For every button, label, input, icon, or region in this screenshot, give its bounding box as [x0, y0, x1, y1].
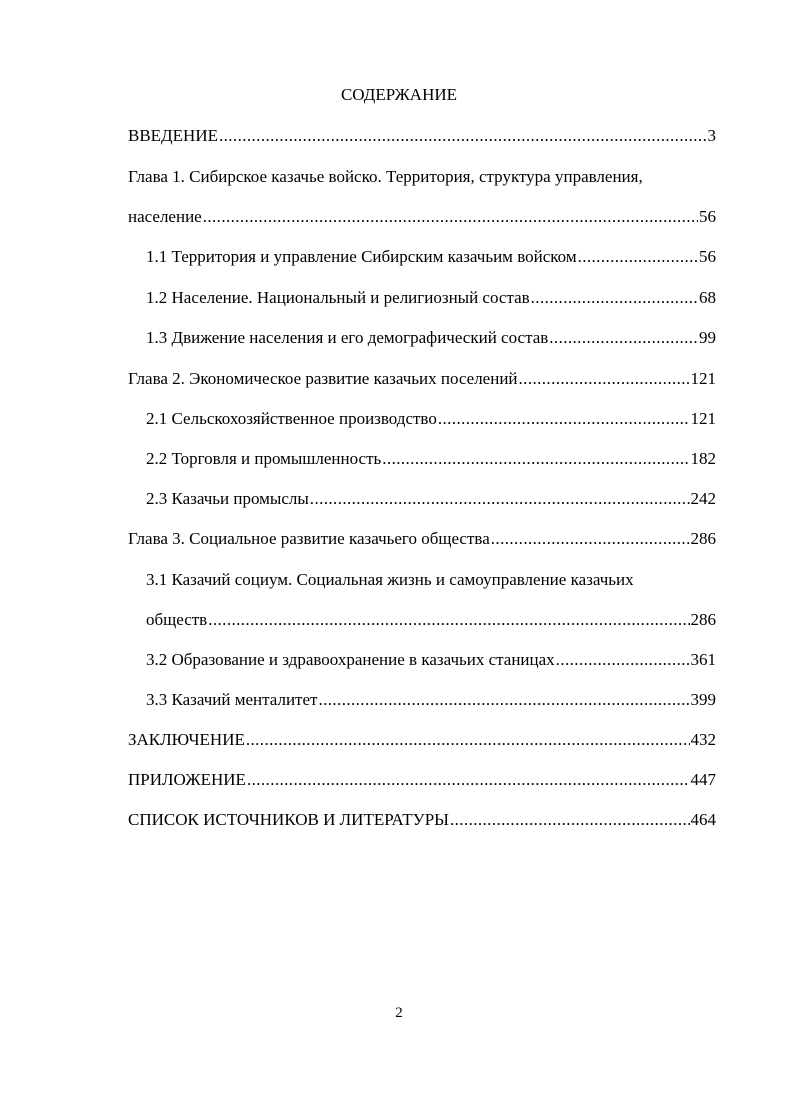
toc-entry-chapter-1-title[interactable]: Глава 1. Сибирское казачье войско. Территория, структура управления,: [128, 167, 643, 186]
toc-entry-page: 432: [690, 730, 716, 749]
toc-entry-1-3[interactable]: [146, 327, 716, 349]
dot-leader: [531, 287, 698, 309]
dot-leader: [310, 488, 690, 510]
toc-entry-page: 286: [690, 529, 716, 548]
toc-entry-appendix[interactable]: [128, 769, 716, 791]
toc-entry-label: 2.1 Сельскохозяйственное производство: [146, 409, 437, 428]
dot-leader: [203, 206, 698, 228]
toc-entry-page: 56: [699, 207, 716, 226]
toc-entry-label: 3.2 Образование и здравоохранение в казачьих станицах: [146, 650, 555, 669]
dot-leader: [246, 729, 690, 751]
toc-entry-label: 2.2 Торговля и промышленность: [146, 449, 382, 468]
toc-entry-label: Глава 2. Экономическое развитие казачьих поселений: [128, 369, 518, 388]
toc-entry-label: ЗАКЛЮЧЕНИЕ: [128, 730, 245, 749]
toc-entry-chapter-1[interactable]: [128, 206, 716, 228]
page-title: СОДЕРЖАНИЕ: [340, 85, 458, 104]
toc-entry-label: обществ: [146, 610, 208, 629]
toc-entry-page: 56: [699, 247, 716, 266]
toc-entry-label: 1.1 Территория и управление Сибирским казачьим войском: [146, 247, 577, 266]
dot-leader: [519, 368, 690, 390]
toc-entry-bibliography[interactable]: [128, 809, 716, 831]
toc-entry-page: 447: [690, 770, 716, 789]
dot-leader: [556, 649, 690, 671]
dot-leader: [208, 609, 689, 631]
toc-entry-chapter-2[interactable]: [128, 368, 716, 390]
toc-entry-introduction[interactable]: [128, 125, 716, 147]
toc-entry-label: Глава 3. Социальное развитие казачьего общества: [128, 529, 490, 548]
dot-leader: [247, 769, 690, 791]
dot-leader: [219, 125, 707, 147]
toc-entry-page: 182: [690, 449, 716, 468]
toc-entry-chapter-3[interactable]: [128, 528, 716, 550]
toc-entry-1-2[interactable]: [146, 287, 716, 309]
toc-entry-page: 121: [690, 409, 716, 428]
toc-entry-label: 1.2 Население. Национальный и религиозный состав: [146, 288, 530, 307]
toc-entry-3-1-title[interactable]: 3.1 Казачий социум. Социальная жизнь и самоуправление казачьих: [146, 570, 634, 589]
toc-entry-page: 242: [690, 489, 716, 508]
toc-entry-2-2[interactable]: [146, 448, 716, 470]
toc-entry-label: ВВЕДЕНИЕ: [128, 126, 218, 145]
toc-entry-1-1[interactable]: [146, 246, 716, 268]
dot-leader: [491, 528, 690, 550]
toc-entry-2-1[interactable]: [146, 408, 716, 430]
dot-leader: [450, 809, 690, 831]
toc-entry-label: 3.3 Казачий менталитет: [146, 690, 318, 709]
toc-entry-page: 464: [690, 810, 716, 829]
dot-leader: [578, 246, 698, 268]
toc-entry-page: 121: [690, 369, 716, 388]
toc-entry-page: 68: [699, 288, 716, 307]
toc-entry-label: СПИСОК ИСТОЧНИКОВ И ЛИТЕРАТУРЫ: [128, 810, 449, 829]
page-number: 2: [395, 1005, 403, 1021]
dot-leader: [382, 448, 689, 470]
dot-leader: [318, 689, 689, 711]
toc-entry-label: ПРИЛОЖЕНИЕ: [128, 770, 246, 789]
toc-entry-label: население: [128, 207, 202, 226]
toc-entry-page: 361: [690, 650, 716, 669]
toc-entry-page: 286: [690, 610, 716, 629]
toc-entry-label: 1.3 Движение населения и его демографический состав: [146, 328, 549, 347]
toc-entry-2-3[interactable]: [146, 488, 716, 510]
toc-entry-page: 399: [690, 690, 716, 709]
toc-entry-label: 2.3 Казачьи промыслы: [146, 489, 309, 508]
toc-entry-3-2[interactable]: [146, 649, 716, 671]
toc-entry-conclusion[interactable]: [128, 729, 716, 751]
toc-entry-3-1[interactable]: [146, 609, 716, 631]
toc-entry-page: 99: [699, 328, 716, 347]
toc-entry-3-3[interactable]: [146, 689, 716, 711]
dot-leader: [438, 408, 690, 430]
toc-entry-page: 3: [707, 126, 716, 145]
dot-leader: [549, 327, 698, 349]
